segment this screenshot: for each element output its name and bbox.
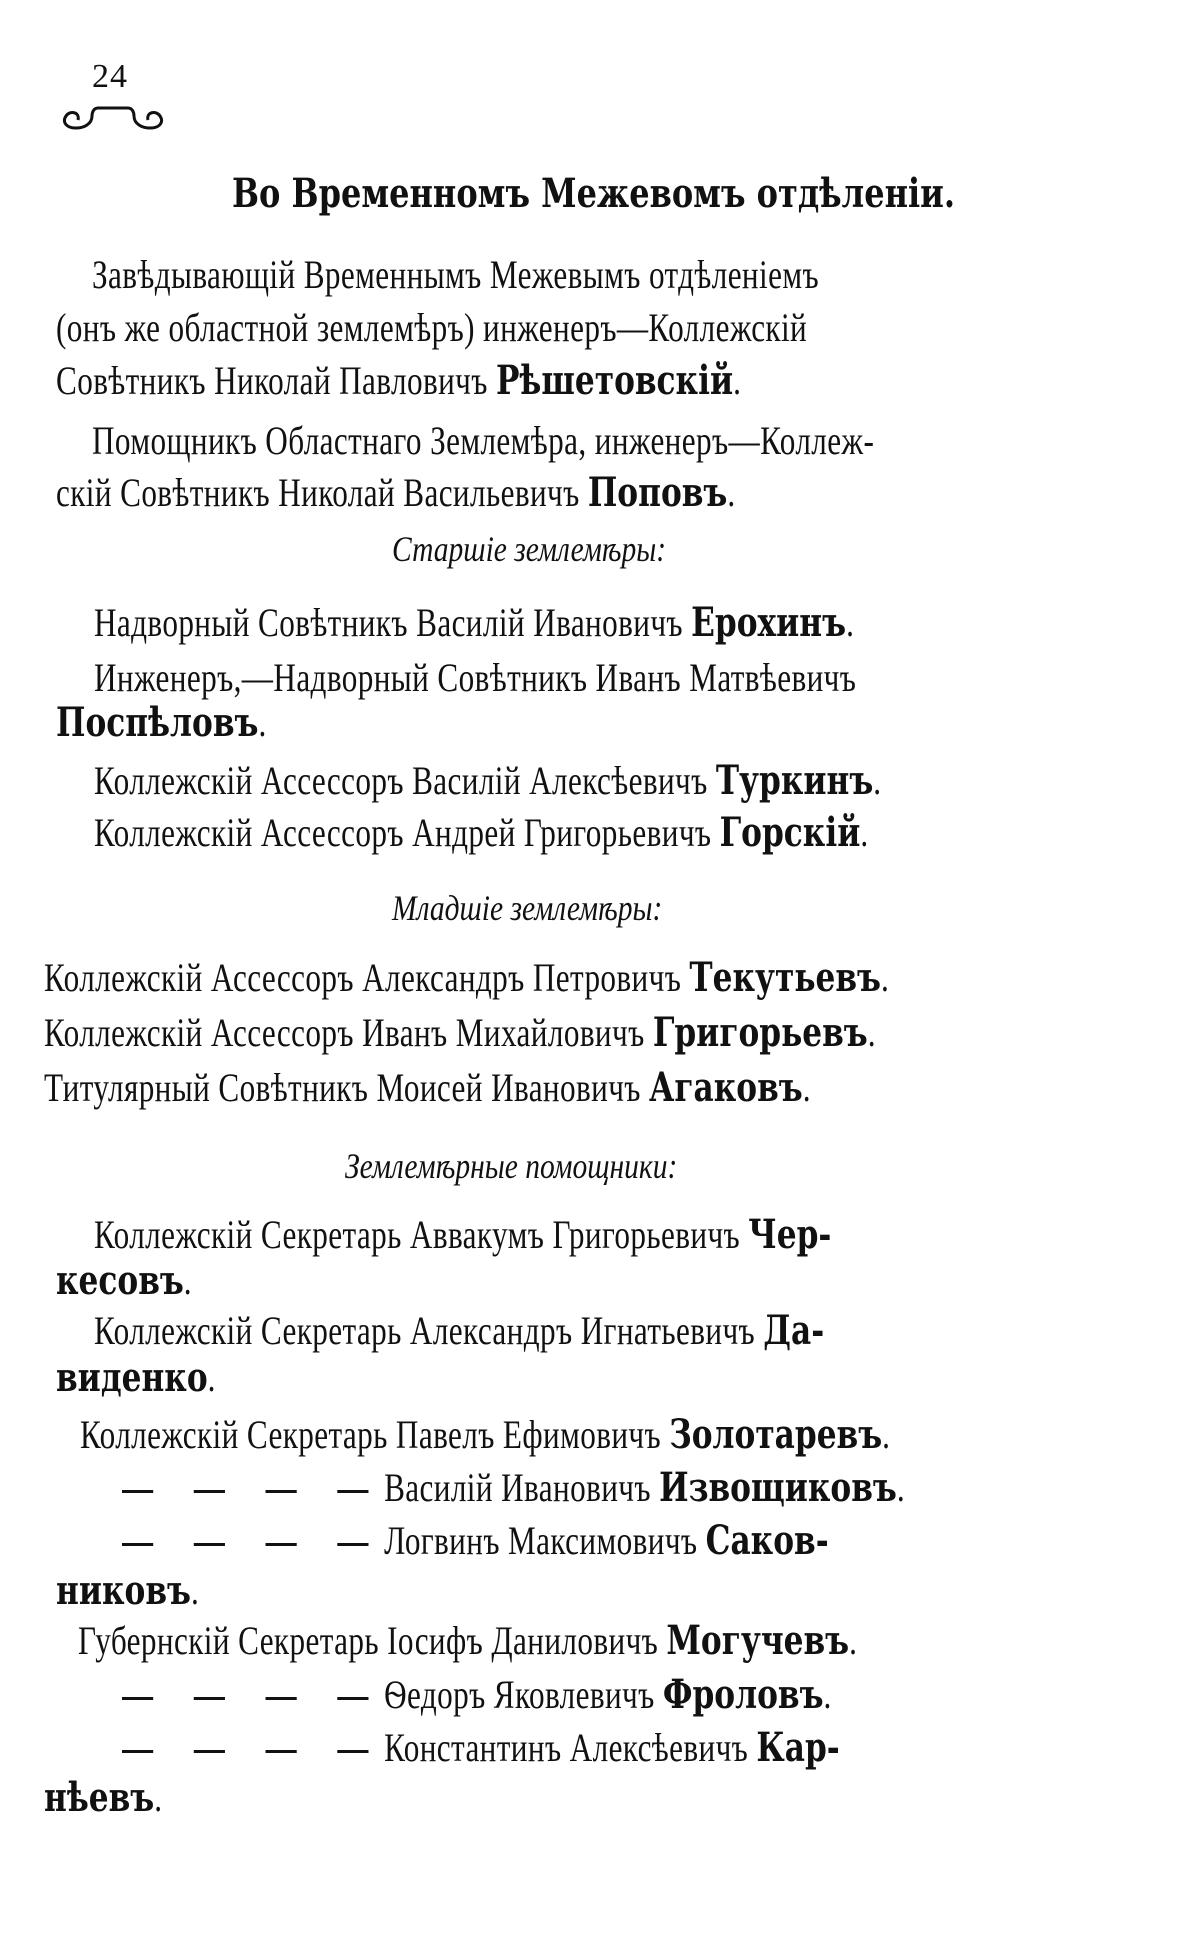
- intro-p1-line1: Завѣдывающій Временнымъ Межевымъ отдѣленіемъ: [92, 252, 819, 297]
- surname: Золотаревъ: [669, 1411, 883, 1458]
- surname: Рѣшетовскій: [495, 357, 734, 404]
- surname: Поповъ: [587, 469, 728, 516]
- page-number: 24: [92, 58, 128, 95]
- entry-ditto: Василій Ивановичъ Извощиковъ.: [122, 1465, 905, 1511]
- surname: Фроловъ: [662, 1671, 824, 1718]
- surname: Извощиковъ: [659, 1464, 897, 1511]
- intro-p1-line2: (онъ же областной землемѣръ) инженеръ—Коллежскій: [56, 305, 808, 350]
- ditto-marks: [122, 1725, 384, 1771]
- intro-p2-line1: Помощникъ Областнаго Землемѣра, инженеръ—Коллеж-: [92, 418, 875, 463]
- surname: Горскій: [719, 809, 861, 856]
- entry: Коллежскій Ассессоръ Иванъ Михайловичъ Григорьевъ.: [44, 1009, 876, 1056]
- entry: Коллежскій Секретарь Александръ Игнатьевичъ Да-: [94, 1307, 825, 1354]
- entry-ditto: Логвинъ Максимовичъ Саков-: [122, 1518, 829, 1564]
- entry: Коллежскій Секретарь Аввакумъ Григорьевичъ Чер-: [94, 1211, 832, 1258]
- section-heading-senior: Старшіе землемѣры:: [392, 529, 667, 569]
- section-title: Во Временномъ Межевомъ отдѣленіи.: [232, 170, 956, 217]
- surname: Ерохинъ: [691, 599, 847, 646]
- entry-ditto: Константинъ Алексѣевичъ Кар-: [122, 1725, 840, 1771]
- entry-continuation: нѣевъ.: [44, 1774, 163, 1821]
- entry-continuation: кесовъ.: [56, 1257, 193, 1304]
- entry-continuation: виденко.: [56, 1354, 216, 1401]
- ditto-marks: [122, 1465, 384, 1511]
- surname: Григорьевъ: [652, 1009, 868, 1056]
- ditto-marks: [122, 1672, 384, 1718]
- surname: Саков-: [705, 1517, 829, 1564]
- entry: Коллежскій Ассессоръ Василій Алексѣевичъ Туркинъ.: [94, 757, 882, 804]
- intro-p2-line2: скій Совѣтникъ Николай Васильевичъ Поповъ.: [56, 469, 736, 516]
- entry: Губернскій Секретарь Іосифъ Даниловичъ Могучевъ.: [78, 1617, 858, 1664]
- entry-ditto: Ѳедоръ Яковлевичъ Фроловъ.: [122, 1672, 832, 1718]
- entry: Инженеръ,—Надворный Совѣтникъ Иванъ Матвѣевичъ: [94, 655, 857, 700]
- surname: Агаковъ: [649, 1064, 803, 1111]
- scroll-ornament-icon: [58, 100, 168, 134]
- surname: Туркинъ: [715, 757, 874, 804]
- entry-continuation: никовъ.: [56, 1567, 200, 1614]
- section-heading-assistants: Землемѣрные помощники:: [345, 1146, 678, 1186]
- surname: Текутьевъ: [689, 954, 881, 1001]
- entry: Коллежскій Секретарь Павелъ Ефимовичъ Золотаревъ.: [80, 1411, 891, 1458]
- surname: нѣевъ: [44, 1774, 155, 1821]
- surname: Могучевъ: [666, 1617, 850, 1664]
- intro-p1-line3: Совѣтникъ Николай Павловичъ Рѣшетовскій.: [56, 357, 742, 404]
- surname: Кар-: [756, 1724, 840, 1771]
- surname: Да-: [763, 1307, 825, 1354]
- entry: Коллежскій Ассессоръ Александръ Петровичъ Текутьевъ.: [44, 954, 890, 1001]
- entry: Титулярный Совѣтникъ Моисей Ивановичъ Агаковъ.: [44, 1064, 811, 1111]
- surname: Поспѣловъ: [56, 699, 259, 746]
- section-heading-junior: Младшіе землемѣры:: [392, 888, 663, 928]
- entry: Надворный Совѣтникъ Василій Ивановичъ Ерохинъ.: [94, 599, 855, 646]
- entry-continuation: Поспѣловъ.: [56, 699, 267, 746]
- entry: Коллежскій Ассессоръ Андрей Григорьевичъ Горскій.: [94, 809, 869, 856]
- ditto-marks: [122, 1518, 384, 1564]
- surname: кесовъ: [56, 1257, 184, 1304]
- surname: никовъ: [56, 1567, 191, 1614]
- surname: Чер-: [748, 1211, 832, 1258]
- surname: виденко: [56, 1354, 208, 1401]
